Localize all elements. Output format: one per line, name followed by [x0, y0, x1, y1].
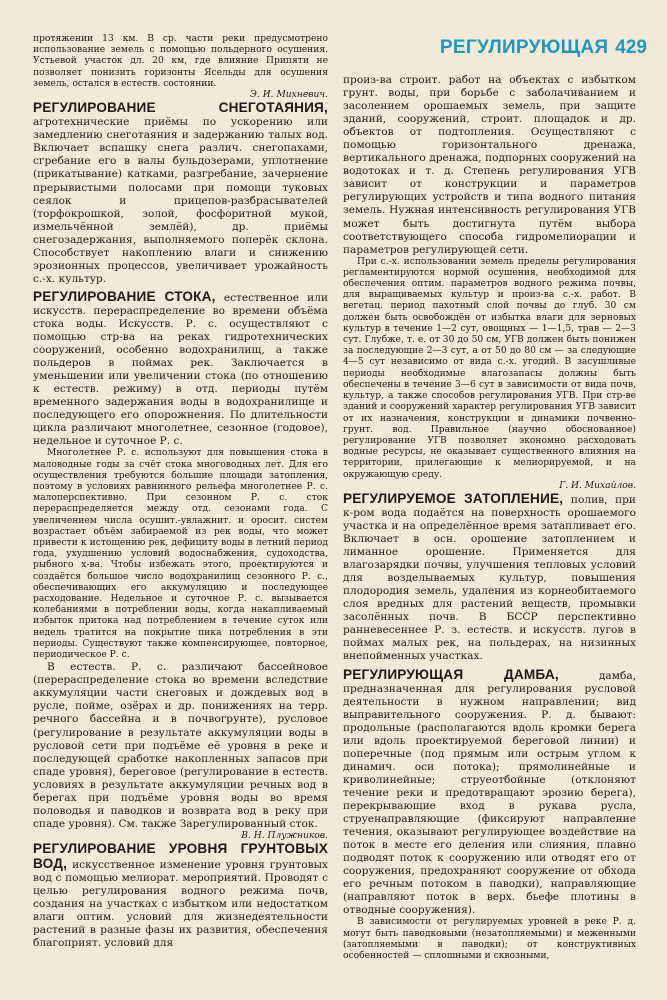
page-number: 429 [615, 37, 647, 58]
headword-regulated-flooding: РЕГУЛИРУЕМОЕ ЗАТОПЛЕНИЕ, [343, 490, 564, 506]
prev-article-tail: протяжении 13 км. В ср. части реки предусмотрено использование земель с помощью польдерного осушения. Устьевой участок дл. 20 км, где влияние Припяти не позволяет понизить горизонты Ясельды для осушения земель, остался в естеств. состоянии. [33, 34, 328, 89]
left-column [33, 34, 328, 984]
article-text: В естеств. Р. с. различают бассейновое (перераспределение стока во времени вследствие аккумуляции части снеговых и дождевых вод в русле, пойме, озёрах и др. понижениях на терр. речного бассейна и в почвогрунте), русловое (регулирование в результате аккумуляции воды в русловой сети при подъёме её уровня в реке и последующей сработке накопленных запасов при спаде уровня), береговое (регулирование в естеств. условиях в результате аккумуляции речных вод в берегах при подъёме уровня воды во время половодья и паводков и возврата вод в реку при спаде уровня). См. также Зарегулированный сток. [33, 661, 328, 830]
right-column [343, 74, 636, 980]
article-text: агротехнические приёмы по ускорению или замедлению снеготаяния и задержанию талых вод. Включает вспашку снега различ. снегопахами, сгребание его в валы бульдозерами, уплотнение (прикатывание) катками, разгребание, зачернение прерывистыми полосами при помощи туковых сеялок и прицепов-разбрасывателей (торфокрошкой, золой, фосфоритной мукой, измельчённой землёй), др. приёмы снегозадержания, выполняемого поперёк склона. Способствует накоплению влаги и снижению эрозионных процессов, увеличивает урожайность с.-х. культур. [33, 116, 328, 285]
article-regulating-dam [343, 668, 636, 918]
article-text: полив, при к-ром вода подаётся на поверхность орошаемого участка и на определённое время затапливает его. Включает в осн. орошение затоплением и лиманное орошение. Применяется для влагозарядки почвы, улучшения тепловых условий для возделываемых культур, повышения плодородия земель, удаления из корнеобитаемого слоя вредных для растений веществ, промывки засолённых почв. В БССР перспективно ранневесеннее Р. з. естеств. и искусств. лугов в поймах малых рек, на польдерах, на низинных внепойменных участках. [343, 493, 636, 663]
headword-groundwater-regulation: РЕГУЛИРОВАНИЕ УРОВНЯ ГРУНТОВЫХ ВОД, [33, 841, 328, 872]
article-text: естественное или искусств. перераспределение во времени объёма стока воды. Искусств. Р. с. осуществляют с помощью стр-ва на реках гидротехнических сооружений, особенно водохранилищ, а также польдеров в поймах рек. Заключается в уменьшении или увеличении стока (по отношению к естеств. режиму) в отд. периоды путём временного задержания воды в водохранилище и последующего его опорожнения. По длительности цикла различают многолетнее, сезонное (годовое), недельное и суточное Р. с. [33, 291, 328, 448]
article-groundwater-regulation [33, 842, 328, 950]
article-flow-regulation [33, 290, 328, 449]
author-signature: Г. И. Михайлов. [559, 480, 636, 491]
headword-snow-regulation: РЕГУЛИРОВАНИЕ СНЕГОТАЯНИЯ, [33, 100, 328, 116]
page-header [327, 37, 647, 59]
article-snow-regulation [33, 101, 328, 286]
article-small-print: При с.-х. использовании земель пределы регулирования регламентируются нормой осушения, необходимой для обеспечения оптим. параметров водного режима почвы, для выращиваемых культур и произ-ва с.-х. работ. В вегетац. период пахотный слой почвы до глуб. 30 см должен быть освобождён от избытка влаги для зерновых культур в течение 1—2 сут, овощных — 1—1,5, трав — 2—3 сут. Глубже, т. е. от 30 до 50 см, УГВ должен быть понижен за последующие 2—3 сут, а от 50 до 80 см — за следующие 4—5 сут независимо от вида с.-х. угодий. В засушливые периоды необходимые влагозапасы должны быть обеспечены в течение 3—6 сут в зависимости от вида почв, культур, а также способов регулирования УГВ. При стр-ве зданий и сооружений характер регулирования УГВ зависит от их назначения, конструкции и динамики почвенно-грунт. вод. Правильное (научно обоснованное) регулирование УГВ позволяет экономно расходовать водные ресурсы, не оказывает существенного влияния на территории, прилегающие к мелиорируемой, и на окружающую среду. [343, 256, 636, 480]
headword-flow-regulation: РЕГУЛИРОВАНИЕ СТОКА, [33, 288, 216, 304]
article-regulated-flooding [343, 492, 636, 664]
headword-regulating-dam: РЕГУЛИРУЮЩАЯ ДАМБА, [343, 666, 559, 682]
article-text: произ-ва строит. работ на объектах с избытком грунт. воды, при борьбе с заболачиванием и засолением орошаемых земель, при защите зданий, сооружений, строит. площадок и др. объектов от подтопления. Осуществляют с помощью горизонтального дренажа, вертикального дренажа, подпорных сооружений на водотоках и т. д. Степень регулирования УГВ зависит от конструкции и параметров регулирующих устройств и типа водного питания земель. Нужная интенсивность регулирования УГВ может быть достигнута путём выбора соответствующего способа гидромелиорации и параметров регулирующей сети. [343, 74, 636, 256]
article-text: искусственное изменение уровня грунтовых вод с помощью мелиорат. мероприятий. Проводят с целью регулирования водного режима почв, создания на участках с избытком или недостатком влаги оптим. условий для жизнедеятельности растений в разные фазы их развития, обеспечения благоприят. условий для [33, 859, 328, 950]
running-head: РЕГУЛИРУЮЩАЯ [439, 37, 609, 58]
article-text: дамба, предназначенная для регулирования русловой деятельности в нужном направлении; вид выправительного сооружения. Р. д. бывают: продольные (располагаются вдоль кромки берега или вдоль проектируемой береговой линии) и поперечные (под прямым или острым углом к динамич. оси потока); прямолинейные и криволинейные; струеотбойные (отклоняют течение реки и предотвращают эрозию берега), перекрывающие вход в рукава русла, струенаправляющие (фиксируют направление течения, оказывают регулирующее воздействие на поток в месте его деления или слияния, плавно подводят поток к сооружению или отводят его от сооружения, предохраняют сооружение от обхода его речным потоком в паводки), направляющие (направляют поток в верх. бьефе плотины в отводные сооружения). [343, 669, 636, 917]
article-small-print: Многолетнее Р. с. используют для повышения стока в маловодные годы за счёт стока многоводных лет. Для его осуществления требуются большие площади затопления, поэтому в условиях равнинного рельефа многолетнее Р. с. малоперспективно. При сезонном Р. с. сток перераспределяется между отд. сезонами года. С увеличением числа осушит.-увлажнит. и ороcит. систем возрастает объём забираемой из рек воды, что может привести к истощению рек, дефициту воды в летний период года, ухудшению условий водоснабжения, судоходства, рыбного х-ва. Чтобы избежать этого, проектируются и создаётся большое число водохранилищ сезонного Р. с., обеспечивающих его аккумуляцию и последующее расходование. Недельное и суточное Р. с. вызывается колебаниями в потреблении воды, когда накапливаемый избыток притока над потреблением в течение суток или недель тратится на покрытие пика потребления в эти периоды. Существуют также компенсирующее, повторное, периодическое Р. с. [33, 448, 328, 661]
article-small-print: В зависимости от регулируемых уровней в реке Р. д. могут быть паводковыми (незатопляемыми) и меженными (затопляемыми в паводки); от конструктивных особенностей — сплошными и сквозными, [343, 917, 636, 962]
author-signature: Э. И. Михневич. [249, 90, 328, 101]
author-signature: В. Н. Плужников. [241, 830, 328, 841]
